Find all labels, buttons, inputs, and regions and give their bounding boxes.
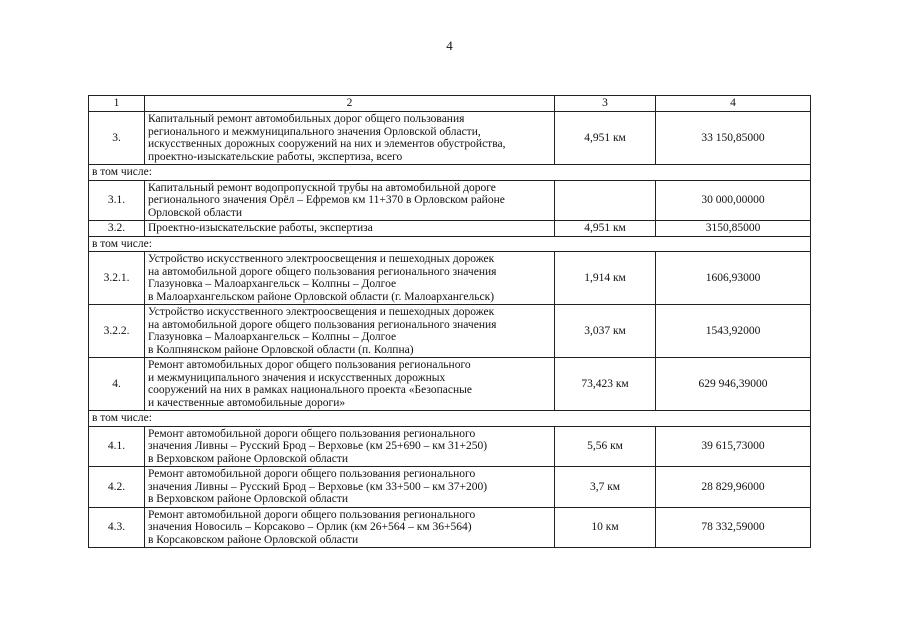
description-line: значения Ливны – Русский Брод – Верховье (км 33+500 – км 37+200) [148, 480, 488, 493]
item-length: 4,951 км [555, 112, 656, 165]
item-description [145, 221, 555, 237]
item-amount: 30 000,00000 [656, 180, 811, 221]
description-line: Капитальный ремонт автомобильных дорог общего пользования [148, 113, 465, 125]
description-line: и межмуниципального значения и искусственных дорожных [148, 371, 446, 384]
description-line: Ремонт автомобильной дороги общего пользования регионального [148, 468, 476, 480]
description-line: значения Новосиль – Корсаково – Орлик (км 26+564 – км 36+564) [148, 521, 472, 533]
item-length [555, 180, 656, 221]
item-amount: 1543,92000 [656, 305, 811, 358]
item-number: 4. [89, 358, 145, 411]
description-line: регионального значения Орёл – Ефремов км 11+370 в Орловском районе [148, 194, 505, 206]
description-line: Орловской области [148, 206, 243, 219]
table-row [89, 112, 811, 165]
description-line: проектно-изыскательские работы, экспертиза, всего [148, 150, 403, 163]
item-description [145, 305, 555, 358]
column-header-1: 1 [89, 96, 145, 112]
column-header-3: 3 [555, 96, 656, 112]
item-amount: 3150,85000 [656, 221, 811, 237]
item-length: 4,951 км [555, 221, 656, 237]
item-description [145, 112, 555, 165]
item-amount: 39 615,73000 [656, 426, 811, 467]
item-amount: 1606,93000 [656, 252, 811, 305]
description-line: Капитальный ремонт водопропускной трубы на автомобильной дороге [148, 181, 496, 194]
item-length: 1,914 км [555, 252, 656, 305]
item-length: 5,56 км [555, 426, 656, 467]
item-length: 3,037 км [555, 305, 656, 358]
page-number: 4 [446, 38, 453, 53]
table-body [89, 96, 811, 548]
description-line: в Верховском районе Орловской области [148, 452, 349, 465]
item-description [145, 180, 555, 221]
subheading-row [89, 236, 811, 252]
item-number: 3.1. [89, 180, 145, 221]
description-line: Ремонт автомобильных дорог общего пользования регионального [148, 359, 471, 371]
subheading-label: в том числе: [89, 236, 811, 252]
description-line: искусственных дорожных сооружений на них и элементов обустройства, [148, 138, 506, 150]
description-line: Ремонт автомобильной дороги общего пользования регионального [148, 427, 476, 440]
item-description [145, 358, 555, 411]
item-number: 4.1. [89, 426, 145, 467]
description-line: Ремонт автомобильной дороги общего пользования регионального [148, 508, 476, 521]
description-line: в Малоархангельском районе Орловской области (г. Малоархангельск) [148, 290, 495, 303]
description-line: Глазуновка – Малоархангельск – Колпны – Долгое [148, 278, 397, 290]
item-length: 73,423 км [555, 358, 656, 411]
table-row [89, 180, 811, 221]
item-amount: 33 150,85000 [656, 112, 811, 165]
item-amount: 629 946,39000 [656, 358, 811, 411]
item-number: 3.2. [89, 221, 145, 237]
item-length: 3,7 км [555, 467, 656, 508]
description-line: и качественные автомобильные дороги» [148, 396, 346, 409]
description-line: значения Ливны – Русский Брод – Верховье (км 25+690 – км 31+250) [148, 440, 488, 452]
subheading-row [89, 165, 811, 181]
description-line: Устройство искусственного электроосвещения и пешеходных дорожек [148, 253, 495, 265]
item-number: 3. [89, 112, 145, 165]
description-line: в Корсаковском районе Орловской области [148, 533, 359, 546]
description-line: в Колпнянском районе Орловской области (п. Колпна) [148, 343, 414, 356]
item-description [145, 252, 555, 305]
subheading-label: в том числе: [89, 411, 811, 427]
column-header-2: 2 [145, 96, 555, 112]
description-line: Глазуновка – Малоархангельск – Колпны – Долгое [148, 331, 397, 343]
item-description [145, 507, 555, 548]
item-number: 3.2.1. [89, 252, 145, 305]
item-amount: 78 332,59000 [656, 507, 811, 548]
description-line: регионального и межмуниципального значения Орловской области, [148, 125, 481, 138]
description-line: Проектно-изыскательские работы, экспертиза [148, 222, 373, 234]
item-number: 3.2.2. [89, 305, 145, 358]
item-length: 10 км [555, 507, 656, 548]
table-row [89, 358, 811, 411]
table-row [89, 221, 811, 237]
description-line: в Верховском районе Орловской области [148, 493, 349, 505]
item-description [145, 426, 555, 467]
description-line: Устройство искусственного электроосвещения и пешеходных дорожек [148, 306, 495, 318]
item-number: 4.2. [89, 467, 145, 508]
table-row [89, 252, 811, 305]
description-line: на автомобильной дороге общего пользования регионального значения [148, 318, 497, 331]
table-header-row [89, 96, 811, 112]
item-description [145, 467, 555, 508]
table-row [89, 507, 811, 548]
table-row [89, 467, 811, 508]
description-line: на автомобильной дороге общего пользования регионального значения [148, 265, 497, 278]
item-number: 4.3. [89, 507, 145, 548]
subheading-row [89, 411, 811, 427]
column-header-4: 4 [656, 96, 811, 112]
table-row [89, 305, 811, 358]
item-amount: 28 829,96000 [656, 467, 811, 508]
description-line: сооружений на них в рамках национального проекта «Безопасные [148, 384, 472, 396]
budget-table [88, 95, 811, 548]
subheading-label: в том числе: [89, 165, 811, 181]
table-row [89, 426, 811, 467]
